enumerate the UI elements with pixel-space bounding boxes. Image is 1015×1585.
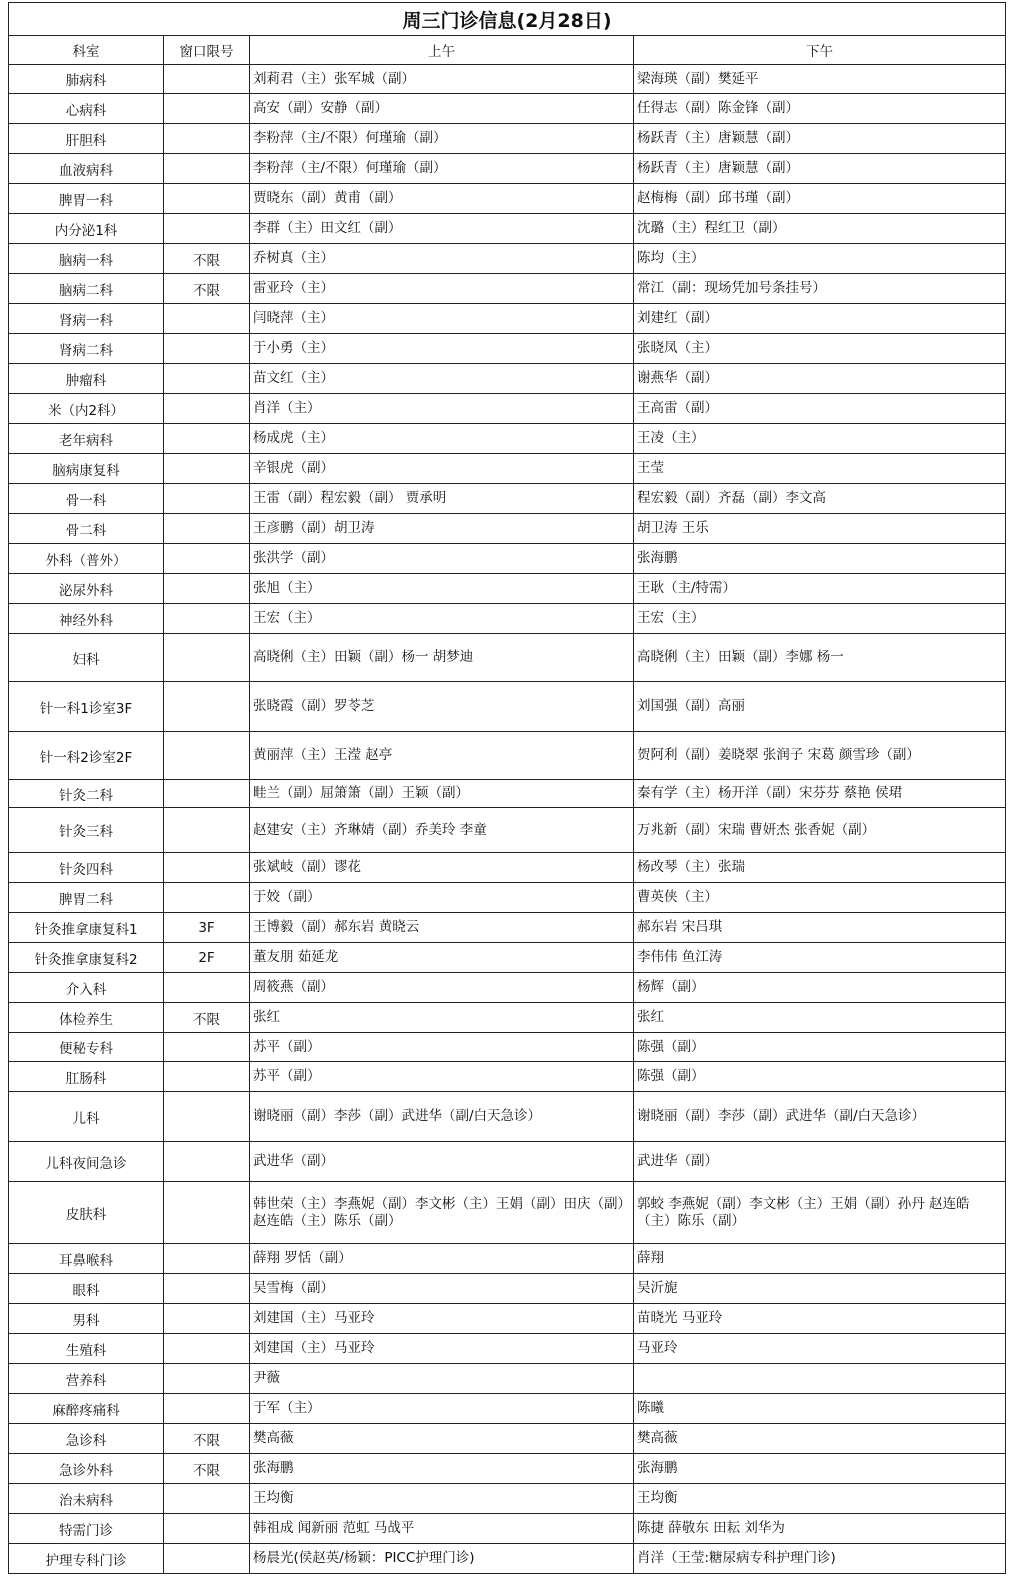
department-cell: 肾病一科	[9, 304, 164, 334]
morning-cell: 薛翔 罗恬（副）	[250, 1244, 634, 1274]
department-cell: 针灸二科	[9, 780, 164, 808]
department-cell: 针一科2诊室2F	[9, 732, 164, 780]
morning-cell: 苗文红（主）	[250, 364, 634, 394]
department-cell: 泌尿外科	[9, 574, 164, 604]
department-cell: 体检养生	[9, 1003, 164, 1033]
table-row	[9, 424, 1006, 454]
afternoon-cell: 苗晓光 马亚玲	[634, 1304, 1006, 1334]
department-cell: 脑病二科	[9, 274, 164, 304]
window-limit-cell	[164, 1394, 250, 1424]
table-row	[9, 454, 1006, 484]
schedule-sheet	[8, 2, 1005, 1574]
department-cell: 针灸推拿康复科2	[9, 943, 164, 973]
afternoon-cell: 薛翔	[634, 1244, 1006, 1274]
table-row	[9, 1274, 1006, 1304]
department-cell: 肾病二科	[9, 334, 164, 364]
morning-cell: 黄丽萍（主）王滢 赵亭	[250, 732, 634, 780]
table-row	[9, 334, 1006, 364]
department-cell: 骨一科	[9, 484, 164, 514]
morning-cell: 李粉萍（主/不限）何瑾瑜（副）	[250, 154, 634, 184]
window-limit-cell	[164, 973, 250, 1003]
afternoon-cell: 杨跃青（主）唐颖慧（副）	[634, 154, 1006, 184]
window-limit-cell	[164, 883, 250, 913]
window-limit-cell	[164, 94, 250, 124]
table-row	[9, 1304, 1006, 1334]
department-cell: 儿科夜间急诊	[9, 1142, 164, 1182]
department-cell: 肝胆科	[9, 124, 164, 154]
table-row	[9, 682, 1006, 732]
window-limit-cell	[164, 424, 250, 454]
department-cell: 肺病科	[9, 65, 164, 94]
clinic-schedule-table	[8, 2, 1006, 1574]
afternoon-cell: 沈璐（主）程红卫（副）	[634, 214, 1006, 244]
window-limit-cell: 不限	[164, 274, 250, 304]
table-row	[9, 1182, 1006, 1244]
afternoon-cell: 肖洋（王莹:糖尿病专科护理门诊)	[634, 1544, 1006, 1574]
table-row	[9, 853, 1006, 883]
department-cell: 肿瘤科	[9, 364, 164, 394]
afternoon-cell: 武进华（副）	[634, 1142, 1006, 1182]
window-limit-cell	[164, 124, 250, 154]
morning-cell: 高晓俐（主）田颖（副）杨一 胡梦迪	[250, 634, 634, 682]
table-row	[9, 1142, 1006, 1182]
morning-cell: 肖洋（主）	[250, 394, 634, 424]
morning-cell: 李群（主）田文红（副）	[250, 214, 634, 244]
afternoon-cell: 王凌（主）	[634, 424, 1006, 454]
window-limit-cell	[164, 1364, 250, 1394]
department-cell: 老年病科	[9, 424, 164, 454]
morning-cell: 刘建国（主）马亚玲	[250, 1334, 634, 1364]
table-row	[9, 883, 1006, 913]
afternoon-cell: 秦有学（主）杨开洋（副）宋芬芬 蔡艳 侯珺	[634, 780, 1006, 808]
department-cell: 耳鼻喉科	[9, 1244, 164, 1274]
morning-cell: 王博毅（副）郝东岩 黄晓云	[250, 913, 634, 943]
afternoon-cell: 陈强（副）	[634, 1062, 1006, 1092]
afternoon-cell: 杨改琴（主）张瑞	[634, 853, 1006, 883]
department-cell: 脾胃二科	[9, 883, 164, 913]
morning-cell: 张斌岐（副）谬花	[250, 853, 634, 883]
afternoon-cell: 陈均（主）	[634, 244, 1006, 274]
department-cell: 儿科	[9, 1092, 164, 1142]
department-cell: 血液病科	[9, 154, 164, 184]
morning-cell: 苏平（副）	[250, 1062, 634, 1092]
window-limit-cell	[164, 394, 250, 424]
table-row	[9, 1514, 1006, 1544]
afternoon-cell: 张红	[634, 1003, 1006, 1033]
table-row	[9, 154, 1006, 184]
department-cell: 骨二科	[9, 514, 164, 544]
morning-cell: 张海鹏	[250, 1454, 634, 1484]
department-cell: 特需门诊	[9, 1514, 164, 1544]
afternoon-cell: 郝东岩 宋吕琪	[634, 913, 1006, 943]
morning-cell: 张旭（主）	[250, 574, 634, 604]
department-cell: 针灸推拿康复科1	[9, 913, 164, 943]
department-cell: 针一科1诊室3F	[9, 682, 164, 732]
window-limit-cell	[164, 808, 250, 853]
window-limit-cell	[164, 1092, 250, 1142]
table-row	[9, 1394, 1006, 1424]
table-row	[9, 514, 1006, 544]
morning-cell: 吴雪梅（副）	[250, 1274, 634, 1304]
afternoon-cell: 赵梅梅（副）邱书瑾（副）	[634, 184, 1006, 214]
schedule-rows	[9, 65, 1006, 1574]
window-limit-cell	[164, 1304, 250, 1334]
table-row	[9, 124, 1006, 154]
afternoon-cell: 樊高薇	[634, 1424, 1006, 1454]
table-row	[9, 1484, 1006, 1514]
table-row	[9, 94, 1006, 124]
afternoon-cell: 张海鹏	[634, 544, 1006, 574]
window-limit-cell	[164, 780, 250, 808]
morning-cell: 杨成虎（主）	[250, 424, 634, 454]
table-row	[9, 973, 1006, 1003]
table-row	[9, 544, 1006, 574]
morning-cell: 武进华（副）	[250, 1142, 634, 1182]
afternoon-cell: 李伟伟 鱼江涛	[634, 943, 1006, 973]
morning-cell: 韩世荣（主）李燕妮（副）李文彬（主）王娟（副）田庆（副）赵连皓（主）陈乐（副）	[250, 1182, 634, 1244]
department-cell: 神经外科	[9, 604, 164, 634]
window-limit-cell	[164, 1062, 250, 1092]
window-limit-cell	[164, 214, 250, 244]
window-limit-cell	[164, 154, 250, 184]
department-cell: 外科（普外）	[9, 544, 164, 574]
morning-cell: 尹薇	[250, 1364, 634, 1394]
table-row	[9, 274, 1006, 304]
department-cell: 心病科	[9, 94, 164, 124]
morning-cell: 韩祖成 闻新丽 范虹 马战平	[250, 1514, 634, 1544]
afternoon-cell: 杨跃青（主）唐颖慧（副）	[634, 124, 1006, 154]
table-row	[9, 1244, 1006, 1274]
window-limit-cell	[164, 334, 250, 364]
morning-cell: 谢晓丽（副）李莎（副）武进华（副/白天急诊）	[250, 1092, 634, 1142]
afternoon-cell: 吴沂旎	[634, 1274, 1006, 1304]
morning-cell: 乔树真（主）	[250, 244, 634, 274]
department-cell: 脾胃一科	[9, 184, 164, 214]
table-row	[9, 1092, 1006, 1142]
morning-cell: 张晓霞（副）罗苓芝	[250, 682, 634, 732]
table-row	[9, 634, 1006, 682]
column-header-window-limit: 窗口限号	[164, 36, 250, 65]
afternoon-cell: 陈捷 薛敬东 田耘 刘华为	[634, 1514, 1006, 1544]
afternoon-cell: 梁海瑛（副）樊延平	[634, 65, 1006, 94]
morning-cell: 于小勇（主）	[250, 334, 634, 364]
morning-cell: 张洪学（副）	[250, 544, 634, 574]
morning-cell: 王雷（副）程宏毅（副） 贾承明	[250, 484, 634, 514]
morning-cell: 王彦鹏（副）胡卫涛	[250, 514, 634, 544]
afternoon-cell: 陈曦	[634, 1394, 1006, 1424]
table-row	[9, 808, 1006, 853]
window-limit-cell	[164, 732, 250, 780]
morning-cell: 畦兰（副）屈箫箫（副）王颖（副）	[250, 780, 634, 808]
morning-cell: 刘莉君（主）张军城（副）	[250, 65, 634, 94]
afternoon-cell: 王宏（主）	[634, 604, 1006, 634]
department-cell: 急诊科	[9, 1424, 164, 1454]
window-limit-cell	[164, 1033, 250, 1062]
morning-cell: 苏平（副）	[250, 1033, 634, 1062]
afternoon-cell: 张晓凤（主）	[634, 334, 1006, 364]
afternoon-cell: 王耿（主/特需）	[634, 574, 1006, 604]
morning-cell: 樊高薇	[250, 1424, 634, 1454]
afternoon-cell: 王高雷（副）	[634, 394, 1006, 424]
window-limit-cell	[164, 1274, 250, 1304]
morning-cell: 闫晓萍（主）	[250, 304, 634, 334]
morning-cell: 王宏（主）	[250, 604, 634, 634]
morning-cell: 周筱燕（副）	[250, 973, 634, 1003]
window-limit-cell	[164, 574, 250, 604]
afternoon-cell: 刘国强（副）高丽	[634, 682, 1006, 732]
morning-cell: 于姣（副）	[250, 883, 634, 913]
table-row	[9, 780, 1006, 808]
department-cell: 针灸四科	[9, 853, 164, 883]
morning-cell: 张红	[250, 1003, 634, 1033]
morning-cell: 董友朋 茹延龙	[250, 943, 634, 973]
afternoon-cell	[634, 1364, 1006, 1394]
window-limit-cell: 不限	[164, 1454, 250, 1484]
sheet-title: 周三门诊信息(2月28日)	[9, 3, 1006, 36]
afternoon-cell: 陈强（副）	[634, 1033, 1006, 1062]
window-limit-cell	[164, 1334, 250, 1364]
department-cell: 肛肠科	[9, 1062, 164, 1092]
afternoon-cell: 张海鹏	[634, 1454, 1006, 1484]
table-row	[9, 1364, 1006, 1394]
table-row	[9, 1544, 1006, 1574]
table-row	[9, 65, 1006, 94]
table-row	[9, 604, 1006, 634]
department-cell: 皮肤科	[9, 1182, 164, 1244]
window-limit-cell	[164, 184, 250, 214]
afternoon-cell: 常江（副：现场凭加号条挂号）	[634, 274, 1006, 304]
morning-cell: 赵建安（主）齐琳婧（副）乔美玲 李童	[250, 808, 634, 853]
window-limit-cell	[164, 304, 250, 334]
window-limit-cell	[164, 65, 250, 94]
department-cell: 护理专科门诊	[9, 1544, 164, 1574]
table-row	[9, 574, 1006, 604]
department-cell: 男科	[9, 1304, 164, 1334]
afternoon-cell: 谢燕华（副）	[634, 364, 1006, 394]
afternoon-cell: 任得志（副）陈金锋（副）	[634, 94, 1006, 124]
window-limit-cell	[164, 1484, 250, 1514]
morning-cell: 贾晓东（副）黄甫（副）	[250, 184, 634, 214]
department-cell: 脑病一科	[9, 244, 164, 274]
department-cell: 介入科	[9, 973, 164, 1003]
table-row	[9, 1062, 1006, 1092]
table-row	[9, 484, 1006, 514]
morning-cell: 杨晨光(侯赵英/杨颖：PICC护理门诊)	[250, 1544, 634, 1574]
window-limit-cell	[164, 853, 250, 883]
department-cell: 妇科	[9, 634, 164, 682]
table-row	[9, 1454, 1006, 1484]
morning-cell: 李粉萍（主/不限）何瑾瑜（副）	[250, 124, 634, 154]
morning-cell: 高安（副）安静（副）	[250, 94, 634, 124]
department-cell: 脑病康复科	[9, 454, 164, 484]
window-limit-cell: 不限	[164, 1424, 250, 1454]
window-limit-cell	[164, 634, 250, 682]
afternoon-cell: 曹英侠（主）	[634, 883, 1006, 913]
afternoon-cell: 万兆新（副）宋瑞 曹妍杰 张香妮（副）	[634, 808, 1006, 853]
window-limit-cell: 不限	[164, 244, 250, 274]
window-limit-cell	[164, 454, 250, 484]
department-cell: 麻醉疼痛科	[9, 1394, 164, 1424]
department-cell: 米（内2科）	[9, 394, 164, 424]
afternoon-cell: 郭蛟 李燕妮（副）李文彬（主）王娟（副）孙丹 赵连皓（主）陈乐（副）	[634, 1182, 1006, 1244]
afternoon-cell: 胡卫涛 王乐	[634, 514, 1006, 544]
table-row	[9, 943, 1006, 973]
column-header-afternoon: 下午	[634, 36, 1006, 65]
morning-cell: 雷亚玲（主）	[250, 274, 634, 304]
table-row	[9, 1003, 1006, 1033]
department-cell: 生殖科	[9, 1334, 164, 1364]
table-row	[9, 1424, 1006, 1454]
window-limit-cell	[164, 1544, 250, 1574]
department-cell: 针灸三科	[9, 808, 164, 853]
table-row	[9, 394, 1006, 424]
department-cell: 便秘专科	[9, 1033, 164, 1062]
afternoon-cell: 王莹	[634, 454, 1006, 484]
afternoon-cell: 谢晓丽（副）李莎（副）武进华（副/白天急诊）	[634, 1092, 1006, 1142]
table-row	[9, 214, 1006, 244]
window-limit-cell	[164, 682, 250, 732]
window-limit-cell: 不限	[164, 1003, 250, 1033]
column-header-morning: 上午	[250, 36, 634, 65]
afternoon-cell: 程宏毅（副）齐磊（副）李文高	[634, 484, 1006, 514]
department-cell: 眼科	[9, 1274, 164, 1304]
window-limit-cell	[164, 514, 250, 544]
header-row	[9, 36, 1006, 65]
window-limit-cell: 2F	[164, 943, 250, 973]
afternoon-cell: 马亚玲	[634, 1334, 1006, 1364]
window-limit-cell	[164, 1142, 250, 1182]
window-limit-cell	[164, 1182, 250, 1244]
department-cell: 急诊外科	[9, 1454, 164, 1484]
window-limit-cell	[164, 604, 250, 634]
morning-cell: 于军（主）	[250, 1394, 634, 1424]
window-limit-cell	[164, 544, 250, 574]
table-row	[9, 364, 1006, 394]
table-row	[9, 304, 1006, 334]
column-header-department: 科室	[9, 36, 164, 65]
window-limit-cell: 3F	[164, 913, 250, 943]
table-row	[9, 1334, 1006, 1364]
table-row	[9, 913, 1006, 943]
table-row	[9, 184, 1006, 214]
morning-cell: 辛银虎（副）	[250, 454, 634, 484]
afternoon-cell: 杨辉（副）	[634, 973, 1006, 1003]
window-limit-cell	[164, 484, 250, 514]
window-limit-cell	[164, 364, 250, 394]
department-cell: 营养科	[9, 1364, 164, 1394]
department-cell: 治未病科	[9, 1484, 164, 1514]
afternoon-cell: 高晓俐（主）田颖（副）李娜 杨一	[634, 634, 1006, 682]
department-cell: 内分泌1科	[9, 214, 164, 244]
window-limit-cell	[164, 1244, 250, 1274]
table-row	[9, 244, 1006, 274]
table-row	[9, 1033, 1006, 1062]
window-limit-cell	[164, 1514, 250, 1544]
morning-cell: 王均衡	[250, 1484, 634, 1514]
table-row	[9, 732, 1006, 780]
afternoon-cell: 贺阿利（副）姜晓翠 张润子 宋葛 颜雪珍（副）	[634, 732, 1006, 780]
afternoon-cell: 刘建红（副）	[634, 304, 1006, 334]
afternoon-cell: 王均衡	[634, 1484, 1006, 1514]
morning-cell: 刘建国（主）马亚玲	[250, 1304, 634, 1334]
